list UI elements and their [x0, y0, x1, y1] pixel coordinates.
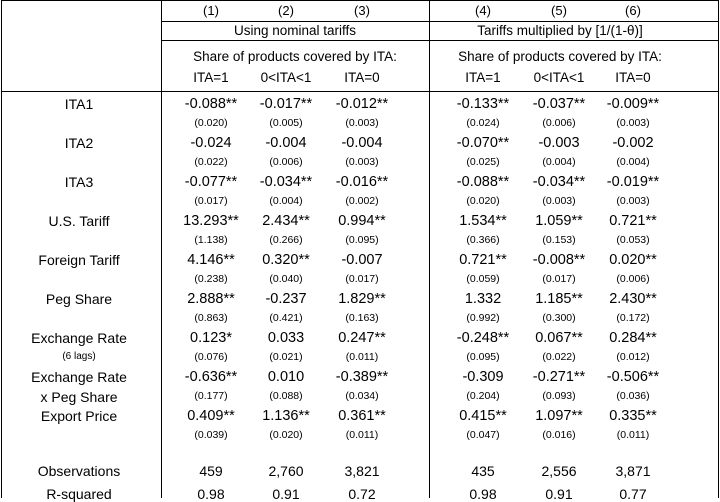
standard-error-cell: (0.095)	[345, 234, 379, 246]
stat-value: 0.98	[197, 486, 225, 502]
standard-error-cell: (0.016)	[542, 429, 576, 441]
coefficient-cell: 0.361**	[338, 408, 386, 424]
standard-error-cell: (0.034)	[345, 390, 379, 402]
coefficient-cell: 1.332	[464, 291, 502, 307]
coefficient-cell: -0.389**	[335, 369, 389, 385]
standard-error-cell: (0.002)	[345, 195, 379, 207]
standard-error-cell: (0.266)	[269, 234, 303, 246]
standard-error-cell: (0.006)	[542, 117, 576, 129]
coefficient-cell: -0.037**	[532, 96, 586, 112]
standard-error-cell: (0.039)	[194, 429, 228, 441]
stat-label: Observations	[37, 463, 121, 479]
standard-error-cell: (0.004)	[616, 156, 650, 168]
standard-error-cell: (0.017)	[542, 273, 576, 285]
coefficient-cell: -0.024	[190, 135, 232, 151]
standard-error-cell: (0.177)	[194, 390, 228, 402]
column-group-header: Tariffs multiplied by [1/(1-θ)]	[477, 23, 643, 38]
coefficient-cell: -0.016**	[335, 174, 389, 190]
standard-error-cell: (0.022)	[542, 351, 576, 363]
row-label: U.S. Tariff	[48, 213, 110, 229]
coefficient-cell: -0.034**	[532, 174, 586, 190]
coefficient-cell: 2.888**	[187, 291, 235, 307]
standard-error-cell: (0.238)	[194, 273, 228, 285]
coefficient-cell: -0.309	[462, 369, 504, 385]
standard-error-cell: (0.003)	[616, 117, 650, 129]
standard-error-cell: (0.004)	[542, 156, 576, 168]
label-column-border	[161, 0, 162, 498]
row-label: Exchange Rate	[31, 330, 127, 346]
column-number: (6)	[625, 3, 641, 18]
standard-error-cell: (1.138)	[194, 234, 228, 246]
group-divider	[429, 0, 430, 498]
table-top-border	[1, 0, 719, 1]
standard-error-cell: (0.093)	[542, 390, 576, 402]
right-border	[718, 0, 719, 498]
coefficient-cell: -0.271**	[532, 369, 586, 385]
coefficient-cell: -0.002	[612, 135, 654, 151]
standard-error-cell: (0.036)	[616, 390, 650, 402]
coefficient-cell: 1.097**	[535, 408, 583, 424]
coefficient-cell: -0.070**	[456, 135, 510, 151]
standard-error-cell: (0.024)	[466, 117, 500, 129]
standard-error-cell: (0.366)	[466, 234, 500, 246]
coefficient-cell: -0.088**	[184, 96, 238, 112]
standard-error-cell: (0.003)	[345, 117, 379, 129]
stat-value: 2,556	[541, 463, 577, 479]
standard-error-cell: (0.863)	[194, 312, 228, 324]
coefficient-cell: 13.293**	[183, 213, 239, 229]
coefficient-cell: -0.003	[538, 135, 580, 151]
standard-error-cell: (0.047)	[466, 429, 500, 441]
coefficient-cell: 2.430**	[609, 291, 657, 307]
standard-error-cell: (0.011)	[345, 351, 379, 363]
standard-error-cell: (0.006)	[616, 273, 650, 285]
column-number: (2)	[278, 3, 294, 18]
coefficient-cell: -0.077**	[184, 174, 238, 190]
standard-error-cell: (0.020)	[194, 117, 228, 129]
stat-value: 2,760	[268, 463, 304, 479]
coefficient-cell: -0.004	[341, 135, 383, 151]
coefficient-cell: 0.721**	[609, 213, 657, 229]
coefficient-cell: 0.067**	[535, 330, 583, 346]
stat-value: 0.98	[469, 486, 497, 502]
coefficient-cell: 0.320**	[262, 252, 310, 268]
standard-error-cell: (0.017)	[345, 273, 379, 285]
coefficient-cell: 0.335**	[609, 408, 657, 424]
standard-error-cell: (0.020)	[269, 429, 303, 441]
coefficient-cell: -0.506**	[606, 369, 660, 385]
standard-error-cell: (0.163)	[345, 312, 379, 324]
row-label: ITA3	[64, 174, 94, 190]
header-divider-1	[161, 21, 719, 22]
standard-error-cell: (0.022)	[194, 156, 228, 168]
column-number: (1)	[203, 3, 219, 18]
subcolumn-header: ITA=1	[465, 70, 501, 85]
coefficient-cell: 2.434**	[262, 213, 310, 229]
stat-value: 435	[471, 463, 495, 479]
coefficient-cell: 0.284**	[609, 330, 657, 346]
subcolumn-header: ITA=0	[344, 70, 380, 85]
standard-error-cell: (0.003)	[345, 156, 379, 168]
standard-error-cell: (0.012)	[616, 351, 650, 363]
coefficient-cell: -0.248**	[456, 330, 510, 346]
coefficient-cell: 0.033	[267, 330, 305, 346]
stat-value: 0.91	[545, 486, 573, 502]
coefficient-cell: -0.007	[341, 252, 383, 268]
row-label: Exchange Rate	[31, 369, 127, 385]
stat-value: 3,871	[615, 463, 651, 479]
standard-error-cell: (0.204)	[466, 390, 500, 402]
standard-error-cell: (0.053)	[616, 234, 650, 246]
coefficient-cell: 1.534**	[459, 213, 507, 229]
coefficient-cell: -0.004	[265, 135, 307, 151]
column-number: (3)	[354, 3, 370, 18]
standard-error-cell: (0.004)	[269, 195, 303, 207]
standard-error-cell: (0.020)	[466, 195, 500, 207]
coefficient-cell: 0.010	[267, 369, 305, 385]
stat-value: 0.77	[619, 486, 647, 502]
column-group-header: Using nominal tariffs	[233, 23, 357, 38]
subcolumn-header: 0<ITA<1	[260, 70, 312, 85]
subcolumn-header: 0<ITA<1	[533, 70, 585, 85]
coefficient-cell: -0.636**	[184, 369, 238, 385]
standard-error-cell: (0.011)	[616, 429, 650, 441]
standard-error-cell: (0.017)	[194, 195, 228, 207]
coefficient-cell: -0.034**	[259, 174, 313, 190]
row-label-continuation: x Peg Share	[40, 389, 118, 405]
column-number: (4)	[475, 3, 491, 18]
coefficient-cell: -0.237	[265, 291, 307, 307]
coefficient-cell: 1.829**	[338, 291, 386, 307]
coefficient-cell: 0.020**	[609, 252, 657, 268]
row-sublabel: (6 lags)	[62, 351, 96, 362]
standard-error-cell: (0.172)	[616, 312, 650, 324]
coefficient-cell: 0.247**	[338, 330, 386, 346]
standard-error-cell: (0.076)	[194, 351, 228, 363]
standard-error-cell: (0.021)	[269, 351, 303, 363]
coefficient-cell: 1.185**	[535, 291, 583, 307]
coefficient-cell: -0.008**	[532, 252, 586, 268]
row-label: Peg Share	[45, 291, 113, 307]
stat-value: 0.91	[272, 486, 300, 502]
stat-label: R-squared	[46, 486, 112, 502]
left-border	[1, 0, 2, 498]
standard-error-cell: (0.025)	[466, 156, 500, 168]
row-label: ITA2	[64, 135, 94, 151]
standard-error-cell: (0.005)	[269, 117, 303, 129]
standard-error-cell: (0.006)	[269, 156, 303, 168]
coefficient-cell: 0.123*	[190, 330, 232, 346]
coefficient-cell: -0.133**	[456, 96, 510, 112]
coefficient-cell: 0.994**	[338, 213, 386, 229]
standard-error-cell: (0.153)	[542, 234, 576, 246]
coefficient-cell: 0.409**	[187, 408, 235, 424]
coefficient-cell: -0.019**	[606, 174, 660, 190]
coefficient-cell: 4.146**	[187, 252, 235, 268]
row-label: ITA1	[64, 96, 94, 112]
coefficient-cell: 0.415**	[459, 408, 507, 424]
standard-error-cell: (0.011)	[345, 429, 379, 441]
stat-value: 3,821	[344, 463, 380, 479]
subcolumn-header: ITA=1	[193, 70, 229, 85]
header-divider-2	[161, 40, 719, 41]
row-label: Foreign Tariff	[38, 252, 120, 268]
share-header: Share of products covered by ITA:	[458, 49, 662, 64]
coefficient-cell: -0.009**	[606, 96, 660, 112]
standard-error-cell: (0.040)	[269, 273, 303, 285]
standard-error-cell: (0.088)	[269, 390, 303, 402]
standard-error-cell: (0.003)	[542, 195, 576, 207]
coefficient-cell: -0.012**	[335, 96, 389, 112]
subcolumn-header: ITA=0	[615, 70, 651, 85]
standard-error-cell: (0.095)	[466, 351, 500, 363]
share-header: Share of products covered by ITA:	[193, 49, 397, 64]
coefficient-cell: -0.088**	[456, 174, 510, 190]
standard-error-cell: (0.992)	[466, 312, 500, 324]
coefficient-cell: 1.136**	[262, 408, 310, 424]
standard-error-cell: (0.003)	[616, 195, 650, 207]
standard-error-cell: (0.421)	[269, 312, 303, 324]
header-bottom-border	[1, 91, 719, 92]
coefficient-cell: 1.059**	[535, 213, 583, 229]
coefficient-cell: -0.017**	[259, 96, 313, 112]
standard-error-cell: (0.059)	[466, 273, 500, 285]
coefficient-cell: 0.721**	[459, 252, 507, 268]
standard-error-cell: (0.300)	[542, 312, 576, 324]
column-number: (5)	[551, 3, 567, 18]
stat-value: 459	[199, 463, 223, 479]
row-label: Export Price	[40, 408, 118, 424]
stat-value: 0.72	[348, 486, 376, 502]
